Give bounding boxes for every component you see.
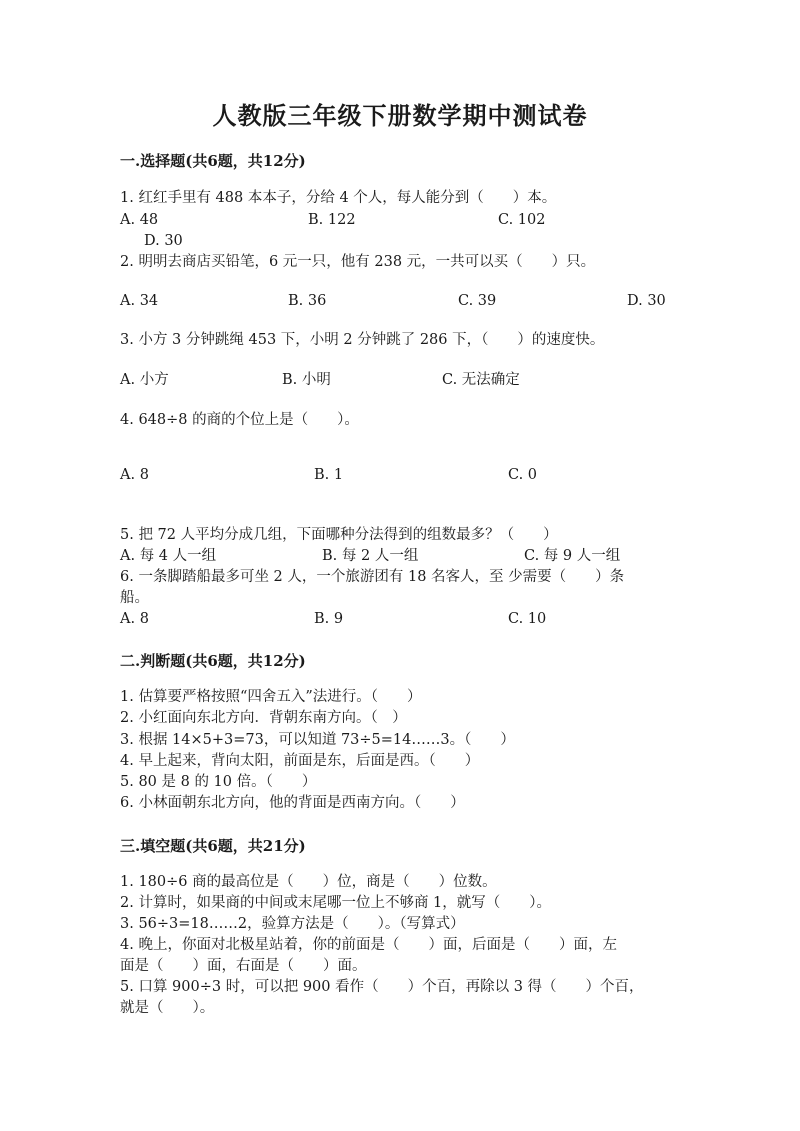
judge-item-5: 5. 80 是 8 的 10 倍。（ ） [120, 774, 317, 790]
page-title: 人教版三年级下册数学期中测试卷 [212, 101, 588, 130]
question-2-option-a: A. 34 [120, 293, 159, 309]
fill-item-1: 1. 180÷6 商的最高位是（ ）位，商是（ ）位数。 [120, 874, 497, 890]
question-6-option-a: A. 8 [120, 611, 149, 627]
judge-item-1: 1. 估算要严格按照“四舍五入”法进行。（ ） [120, 689, 422, 705]
question-5-stem: 5. 把 72 人平均分成几组，下面哪种分法得到的组数最多？（ ） [120, 527, 558, 543]
question-5-option-c: C. 每 9 人一组 [524, 548, 621, 564]
question-1-option-d: D. 30 [144, 233, 183, 249]
question-5-option-a: A. 每 4 人一组 [120, 548, 217, 564]
question-1-stem: 1. 红红手里有 488 本本子，分给 4 个人，每人能分到（ ）本。 [120, 190, 557, 206]
fill-item-2: 2. 计算时，如果商的中间或末尾哪一位上不够商 1，就写（ ）。 [120, 895, 552, 911]
question-1-option-b: B. 122 [308, 212, 356, 228]
section-heading-judge: 二.判断题(共6题，共12分) [120, 652, 306, 670]
fill-item-4-line2: 面是（ ）面，右面是（ ）面。 [120, 958, 367, 974]
fill-item-5-line2: 就是（ ）。 [120, 1000, 215, 1016]
question-3-option-c: C. 无法确定 [442, 372, 520, 388]
question-3-option-b: B. 小明 [282, 372, 331, 388]
question-3-stem: 3. 小方 3 分钟跳绳 453 下，小明 2 分钟跳了 286 下，（ ）的速度快。 [120, 332, 605, 348]
question-4-option-c: C. 0 [508, 467, 538, 483]
judge-item-3: 3. 根据 14×5+3=73，可以知道 73÷5=14……3。（ ） [120, 732, 515, 748]
judge-item-2: 2. 小红面向东北方向．背朝东南方向。（ ） [120, 710, 407, 726]
question-6-option-b: B. 9 [314, 611, 344, 627]
question-2-option-d: D. 30 [627, 293, 666, 309]
question-4-option-b: B. 1 [314, 467, 344, 483]
question-4-option-a: A. 8 [120, 467, 149, 483]
question-3-option-a: A. 小方 [120, 372, 169, 388]
question-6-stem-line1: 6. 一条脚踏船最多可坐 2 人，一个旅游团有 18 名客人，至 少需要（ ）条 [120, 569, 625, 585]
question-2-option-b: B. 36 [288, 293, 327, 309]
question-6-option-c: C. 10 [508, 611, 547, 627]
question-5-option-b: B. 每 2 人一组 [322, 548, 419, 564]
section-heading-choice: 一.选择题(共6题，共12分) [120, 152, 306, 170]
fill-item-4-line1: 4. 晚上，你面对北极星站着，你的前面是（ ）面，后面是（ ）面，左 [120, 937, 617, 953]
judge-item-4: 4. 早上起来，背向太阳，前面是东，后面是西。（ ） [120, 753, 480, 769]
question-1-option-c: C. 102 [498, 212, 546, 228]
question-2-stem: 2. 明明去商店买铅笔，6 元一只，他有 238 元，一共可以买（ ）只。 [120, 254, 596, 270]
fill-item-3: 3. 56÷3=18……2，验算方法是（ ）。（写算式） [120, 916, 465, 932]
question-6-stem-line2: 船。 [120, 590, 149, 606]
judge-item-6: 6. 小林面朝东北方向，他的背面是西南方向。（ ） [120, 795, 465, 811]
question-4-stem: 4. 648÷8 的商的个位上是（ ）。 [120, 412, 359, 428]
question-1-option-a: A. 48 [120, 212, 159, 228]
section-heading-fill: 三.填空题(共6题，共21分) [120, 837, 306, 855]
fill-item-5-line1: 5. 口算 900÷3 时，可以把 900 看作（ ）个百，再除以 3 得（ ）个百， [120, 979, 644, 995]
question-2-option-c: C. 39 [458, 293, 497, 309]
